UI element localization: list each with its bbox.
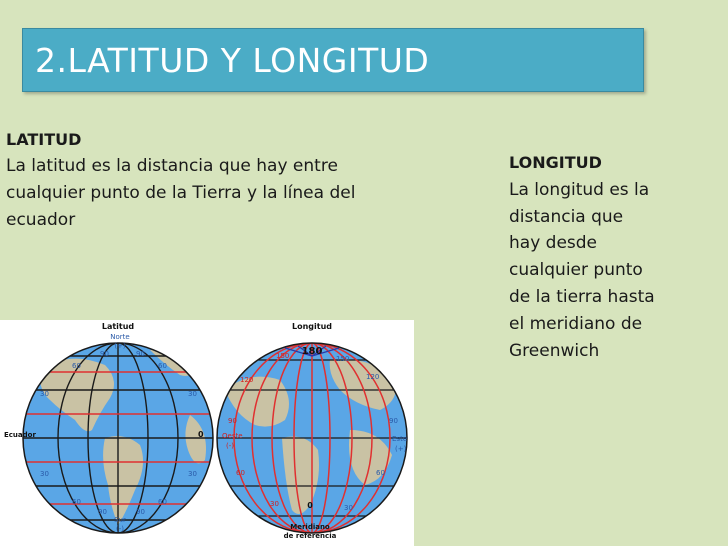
south-sign: (-) xyxy=(116,525,124,533)
deg-label: 30 xyxy=(270,500,279,508)
lon-150-right-label: 150 xyxy=(336,355,350,363)
north-label: Norte xyxy=(110,333,130,341)
longitud-line-6: el meridiano de xyxy=(509,313,643,334)
globes-diagram xyxy=(0,320,414,546)
lon-180-label: 180 xyxy=(301,346,323,357)
south-label: Sur xyxy=(114,516,126,524)
west-sign: (-) xyxy=(226,442,234,450)
globes-figure xyxy=(0,320,414,546)
right-globe-title: Longitud xyxy=(291,322,333,331)
lon-zero-label: 0 xyxy=(307,501,313,510)
deg-label: 90 xyxy=(228,417,237,425)
title-bar xyxy=(22,28,644,92)
reference-meridian-label-2: de referencia xyxy=(283,532,337,540)
deg-label: 30 xyxy=(40,470,49,478)
longitud-line-3: hay desde xyxy=(509,233,598,254)
lon-120-right-label: 120 xyxy=(366,373,380,381)
equator-label: Ecuador xyxy=(4,431,36,439)
longitud-line-2: distancia que xyxy=(509,206,624,227)
longitud-heading: LONGITUD xyxy=(509,153,602,172)
deg-label: 60 xyxy=(236,469,245,477)
latitud-line-2: cualquier punto de la Tierra y la línea del xyxy=(6,183,356,203)
deg-label: 30 xyxy=(344,504,353,512)
latitud-line-1: La latitud es la distancia que hay entre xyxy=(6,156,338,176)
left-globe-title: Latitud xyxy=(101,322,135,331)
latitud-line-3: ecuador xyxy=(6,210,76,230)
lon-150-left-label: 150 xyxy=(276,352,290,360)
deg-label: 60 xyxy=(72,362,81,370)
deg-label: 60 xyxy=(376,469,385,477)
deg-label: 30 xyxy=(188,470,197,478)
slide-title: 2.LATITUD Y LONGITUD xyxy=(35,41,430,80)
longitud-line-1: La longitud es la xyxy=(509,179,650,200)
deg-label: 60 xyxy=(72,498,81,506)
zero-label: 0 xyxy=(198,430,204,439)
longitud-section xyxy=(509,150,709,364)
longitude-globe xyxy=(214,322,410,540)
west-label: Oeste xyxy=(222,432,243,440)
deg-label: 60 xyxy=(158,498,167,506)
reference-meridian-label-1: Meridiano xyxy=(290,523,330,531)
latitud-section xyxy=(6,126,426,234)
deg-label: 60 xyxy=(158,362,167,370)
longitud-line-7: Greenwich xyxy=(509,340,600,361)
deg-label: 30 xyxy=(188,390,197,398)
deg-label: 90 xyxy=(389,417,398,425)
latitude-globe xyxy=(4,322,216,533)
east-label: Este xyxy=(392,435,408,443)
lon-120-left-label: 120 xyxy=(240,376,254,384)
deg-label: 90 xyxy=(136,350,145,358)
deg-label: 90 xyxy=(98,508,107,516)
deg-label: 90 xyxy=(136,508,145,516)
longitud-line-4: cualquier punto xyxy=(509,260,643,281)
deg-label: 90 xyxy=(100,350,109,358)
east-sign: (+) xyxy=(395,445,407,453)
latitud-heading: LATITUD xyxy=(6,130,82,149)
north-sign: (+) xyxy=(114,342,126,350)
deg-label: 30 xyxy=(40,390,49,398)
longitud-line-5: de la tierra hasta xyxy=(509,286,655,307)
